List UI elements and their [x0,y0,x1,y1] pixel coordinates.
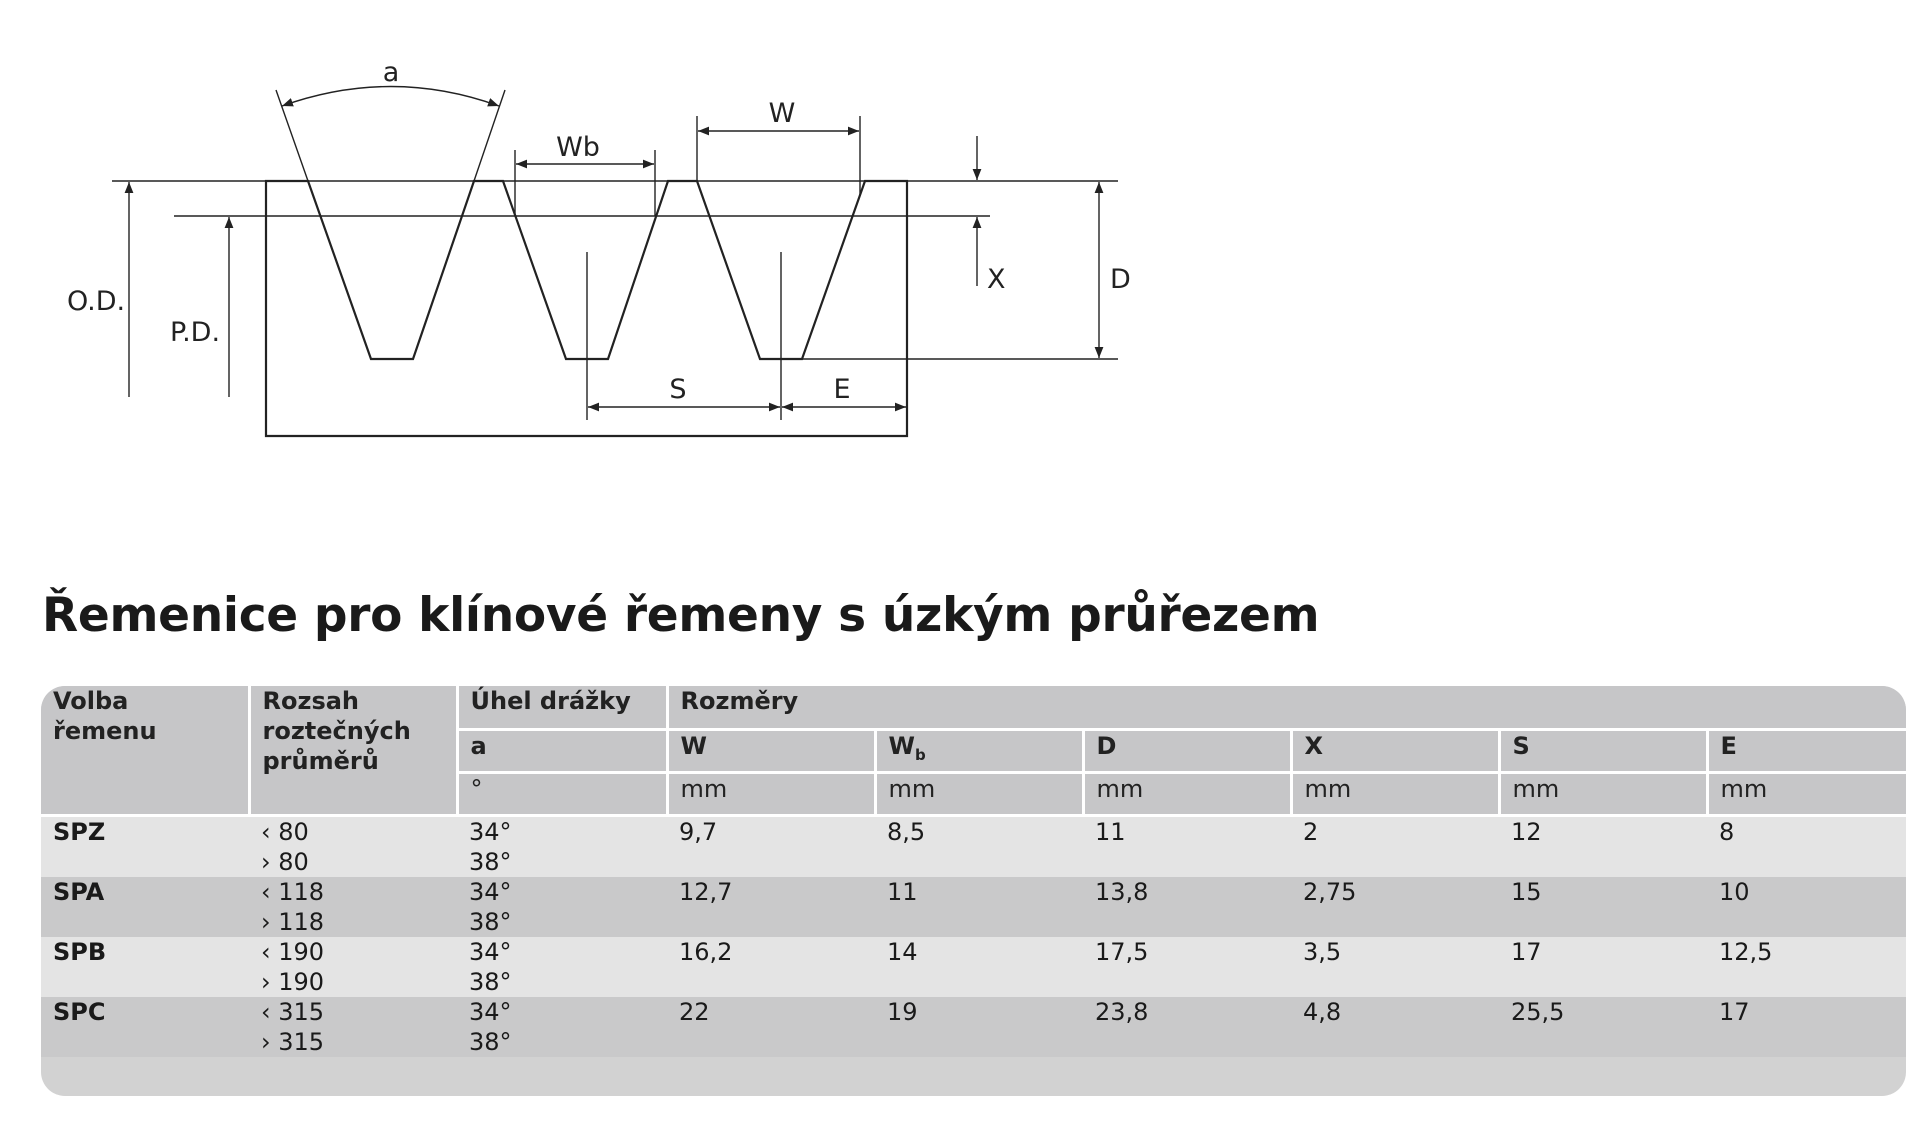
cell-w: 16,2 [667,937,875,997]
label-s: S [669,374,687,405]
unit-x: mm [1291,773,1499,816]
cell-e: 8 [1707,816,1906,878]
header-range: Rozsah roztečných průměrů [249,686,457,816]
cell-d: 17,5 [1083,937,1291,997]
label-x: X [987,264,1006,295]
cell-e: 12,5 [1707,937,1906,997]
table-row [41,997,1906,1057]
cell-e: 10 [1707,877,1906,937]
label-wb: Wb [556,132,600,163]
cell-w: 12,7 [667,877,875,937]
cell-s: 15 [1499,877,1707,937]
header-col-a: a [457,730,667,773]
cell-s: 25,5 [1499,997,1707,1057]
cell-s: 12 [1499,816,1707,878]
cell-range: ‹ 80 › 80 [249,816,457,878]
cell-range: ‹ 190 › 190 [249,937,457,997]
table-row [41,937,1906,997]
header-col-d: D [1083,730,1291,773]
cell-d: 11 [1083,816,1291,878]
cell-wb: 8,5 [875,816,1083,878]
unit-e: mm [1707,773,1906,816]
cell-belt: SPA [41,877,249,937]
cell-x: 4,8 [1291,997,1499,1057]
cell-x: 2,75 [1291,877,1499,937]
label-angle: a [382,57,400,88]
unit-w: mm [667,773,875,816]
cell-wb: 14 [875,937,1083,997]
unit-wb: mm [875,773,1083,816]
label-pd: P.D. [170,317,221,348]
cell-wb: 19 [875,997,1083,1057]
cell-belt: SPB [41,937,249,997]
table-row [41,816,1906,878]
cell-s: 17 [1499,937,1707,997]
cell-e: 17 [1707,997,1906,1057]
unit-a: ° [457,773,667,816]
label-w: W [768,98,796,129]
cell-range: ‹ 315 › 315 [249,997,457,1057]
page-title: Řemenice pro klínové řemeny s úzkým průřezem [42,588,1320,643]
cell-angle: 34° 38° [457,997,667,1057]
header-belt: Volba řemenu [41,686,249,816]
cell-angle: 34° 38° [457,877,667,937]
header-col-wb: $W_b$ [875,730,1083,773]
cell-belt: SPZ [41,816,249,878]
cell-belt: SPC [41,997,249,1057]
pulley-dimensions-table [41,686,1906,1096]
angle-arc [282,87,499,107]
cell-d: 13,8 [1083,877,1291,937]
cell-wb: 11 [875,877,1083,937]
header-col-w: W [667,730,875,773]
unit-s: mm [1499,773,1707,816]
unit-d: mm [1083,773,1291,816]
label-e: E [833,374,851,405]
cell-d: 23,8 [1083,997,1291,1057]
header-col-x: X [1291,730,1499,773]
label-od: O.D. [67,286,126,317]
cell-angle: 34° 38° [457,937,667,997]
header-dims-group: Rozměry [667,686,1906,730]
cell-w: 22 [667,997,875,1057]
header-angle-group: Úhel drážky [457,686,667,730]
table-row [41,877,1906,937]
cell-angle: 34° 38° [457,816,667,878]
header-col-e: E [1707,730,1906,773]
cell-w: 9,7 [667,816,875,878]
cell-x: 3,5 [1291,937,1499,997]
cell-x: 2 [1291,816,1499,878]
pulley-groove-diagram [0,0,1932,560]
cell-range: ‹ 118 › 118 [249,877,457,937]
header-col-s: S [1499,730,1707,773]
label-d: D [1110,264,1131,295]
